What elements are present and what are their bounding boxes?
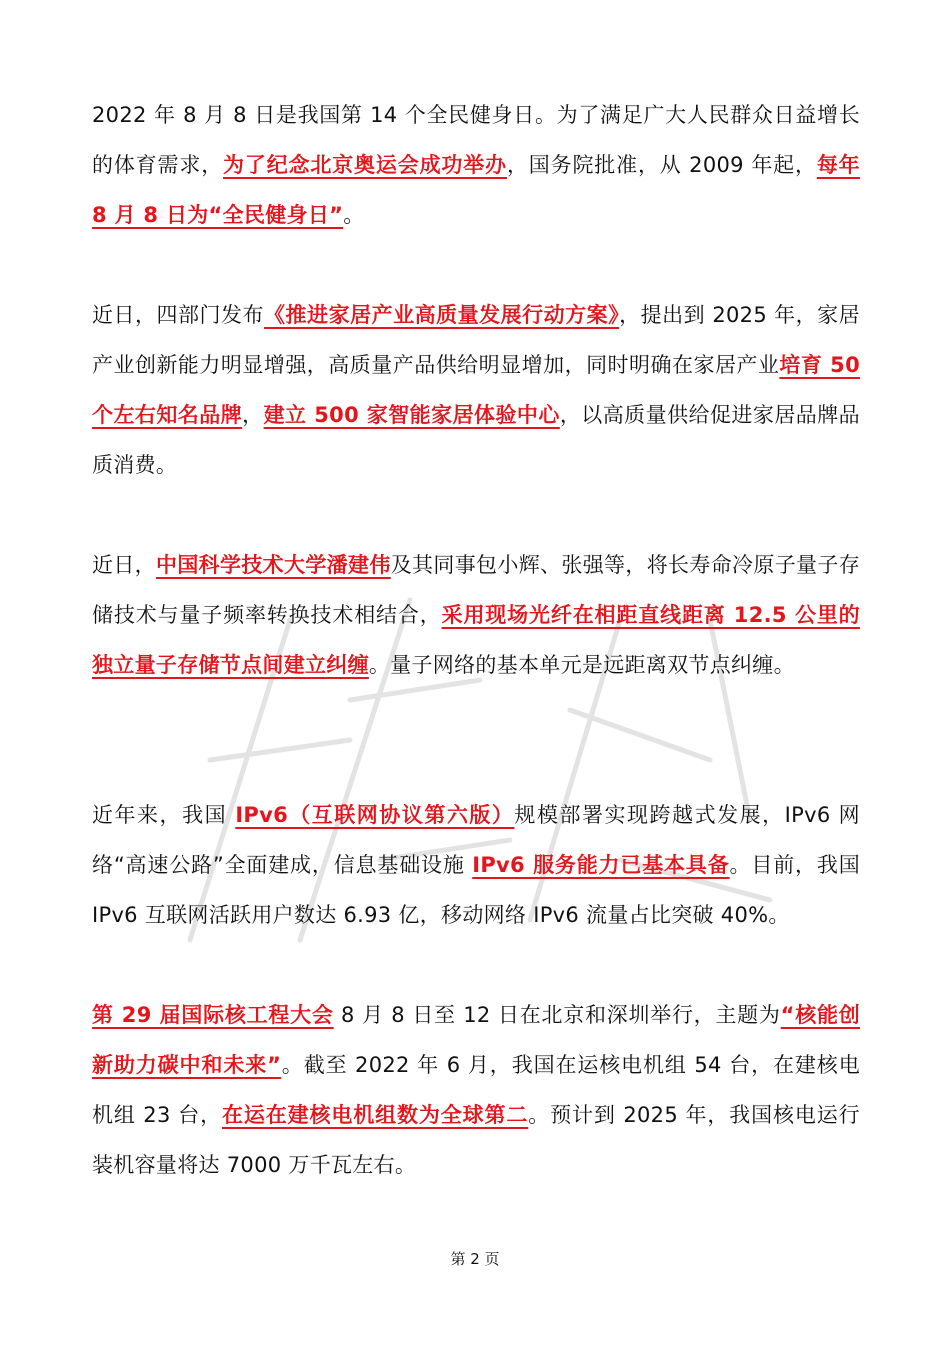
- highlight-segment: 《推进家居产业高质量发展行动方案》: [264, 303, 620, 327]
- text-segment: 。预计到 2025 年，我国核电运行装机容量将达 7000 万千瓦左右。: [92, 1103, 860, 1177]
- text-segment: 近日，四部门发布: [92, 303, 265, 327]
- highlight-segment: IPv6（互联网协议第六版）: [235, 803, 515, 827]
- paragraph-nuclear: [92, 990, 860, 1190]
- text-segment: 。: [343, 203, 365, 227]
- highlight-segment: 第 29 届国际核工程大会: [92, 1003, 334, 1027]
- page-number: 第 2 页: [450, 1250, 500, 1268]
- text-segment: 。量子网络的基本单元是远距离双节点纠缠。: [368, 653, 795, 677]
- text-segment: 近年来，我国: [92, 803, 236, 827]
- highlight-segment: 建立 500 家智能家居体验中心: [263, 403, 560, 427]
- text-segment: 近日，: [92, 553, 157, 577]
- text-segment: ，提出到 2025 年，家居产业创新能力明显增强，高质量产品供给明显增加，同时明确在家居产业: [92, 303, 860, 377]
- highlight-segment: IPv6 服务能力已基本具备: [472, 853, 730, 877]
- highlight-segment: 为了纪念北京奥运会成功举办: [223, 153, 507, 177]
- text-segment: 。目前，我国 IPv6 互联网活跃用户数达 6.93 亿，移动网络 IPv6 流量占比突破 40%。: [92, 853, 860, 927]
- paragraph-ipv6: [92, 790, 860, 940]
- highlight-segment: 采用现场光纤在相距直线距离 12.5 公里的独立量子存储节点间建立纠缠: [92, 603, 860, 677]
- paragraph-fitness-day: [92, 90, 860, 240]
- text-segment: ，: [242, 403, 264, 427]
- text-segment: ，以高质量供给促进家居品牌品质消费。: [92, 403, 860, 477]
- text-segment: 及其同事包小辉、张强等，将长寿命冷原子量子存储技术与量子频率转换技术相结合，: [92, 553, 860, 627]
- highlight-segment: 培育 50 个左右知名品牌: [92, 353, 860, 427]
- paragraph-home-industry: [92, 290, 860, 490]
- highlight-segment: 在运在建核电机组数为全球第二: [221, 1103, 529, 1127]
- text-segment: ，国务院批准，从 2009 年起，: [506, 153, 817, 177]
- text-segment: 。截至 2022 年 6 月，我国在运核电机组 54 台，在建核电机组 23 台，: [92, 1053, 860, 1127]
- text-segment: 2022 年 8 月 8 日是我国第 14 个全民健身日。为了满足广大人民群众日益增长的体育需求，: [92, 103, 860, 177]
- text-segment: 规模部署实现跨越式发展，IPv6 网络“高速公路”全面建成，信息基础设施: [92, 803, 860, 877]
- text-segment: 8 月 8 日至 12 日在北京和深圳举行，主题为: [333, 1003, 781, 1027]
- highlight-segment: 每年 8 月 8 日为“全民健身日”: [92, 153, 860, 227]
- highlight-segment: “核能创新助力碳中和未来”: [92, 1003, 861, 1077]
- paragraph-quantum: [92, 540, 860, 690]
- highlight-segment: 中国科学技术大学潘建伟: [156, 553, 391, 577]
